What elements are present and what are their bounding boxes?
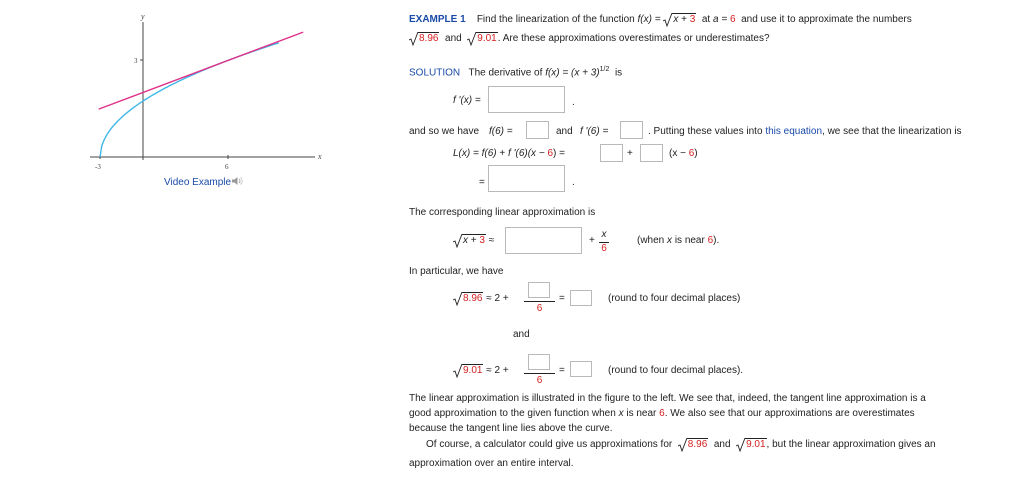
row2-round-note: (round to four decimal places).: [608, 365, 744, 376]
L-plus-2: +: [627, 148, 633, 159]
row1-result-box[interactable]: [570, 290, 592, 306]
solution-line: [409, 66, 622, 78]
L-f6: f(6): [481, 148, 497, 159]
conclusion-line-4: [426, 439, 936, 450]
derivative-period: .: [572, 97, 575, 108]
use-text: and use it to approximate the numbers: [741, 14, 912, 25]
x-minus: (x −: [669, 148, 686, 159]
solution-text: The derivative of: [468, 67, 543, 79]
x-axis-label: x: [318, 152, 322, 161]
x-close: ): [694, 148, 698, 159]
sqrt-x-plus-3-approx: x + 3: [453, 235, 486, 246]
row1-denominator: 6: [536, 303, 543, 314]
linearization-period: .: [572, 177, 575, 188]
when-close: ).: [713, 235, 720, 246]
solution-label: SOLUTION: [409, 67, 461, 79]
conclusion-sqrt-9-01: [736, 439, 766, 450]
at-word: at: [701, 14, 711, 25]
conclusion-p2-end: , but the linear approximation gives an: [766, 439, 936, 450]
L-plus: +: [496, 148, 509, 159]
conclusion-line-1: The linear approximation is illustrated in the figure to the left. We see that, indeed, the tangent line approximation is a: [409, 393, 926, 404]
number-9-01: 9.01: [477, 33, 497, 44]
approx-lhs: [453, 235, 494, 246]
conclusion-line-2: [409, 408, 915, 419]
tangent-line: [99, 32, 304, 109]
f6-answer-box[interactable]: [526, 121, 549, 139]
conclusion-is-near: is near: [626, 408, 657, 419]
sqrt-9-01-row: [453, 365, 483, 376]
conclusion-sqrt-8-96: [678, 439, 708, 450]
row1-approx-two: ≈ 2 +: [486, 293, 509, 304]
a-value: 6: [729, 14, 736, 25]
and-word-2: and: [556, 126, 573, 137]
solution-exponent: 1/2: [599, 66, 610, 73]
L-lhs: L(x) =: [453, 148, 479, 159]
row1-round-note: (round to four decimal places): [608, 293, 741, 304]
x-tick-label-right: 6: [225, 163, 229, 171]
row1-numerator-box[interactable]: [528, 282, 550, 298]
approx-plus: +: [589, 235, 595, 246]
number-8-96: 8.96: [419, 33, 439, 44]
conclusion-and: and: [713, 439, 731, 450]
row2-result-box[interactable]: [570, 361, 592, 377]
linearization-formula: [453, 148, 565, 159]
f6-label: f(6) =: [489, 126, 513, 137]
is-word: is: [614, 67, 623, 79]
approx-row-2: [453, 365, 509, 376]
conclusion-n1: 8.96: [687, 439, 708, 450]
solution-function: f(x) = (x + 3): [545, 67, 600, 79]
L-fp6: f '(6)(x −: [508, 148, 545, 159]
L-slope-box[interactable]: [640, 144, 663, 162]
linearization-text: , we see that the linearization is: [822, 126, 962, 137]
row1-frac-bar: [524, 301, 555, 302]
approx-row-1: [453, 293, 509, 304]
and-so-text: and so we have: [409, 126, 480, 137]
conclusion-p2a: Of course, a calculator could give us approximations for: [426, 439, 673, 450]
derivative-lhs: f '(x) =: [453, 95, 481, 106]
approx-intro: The corresponding linear approximation is: [409, 207, 596, 218]
example-statement: [409, 14, 912, 25]
conclusion-p1b: good approximation to the given function when: [409, 408, 616, 419]
derivative-answer-box[interactable]: [488, 86, 565, 113]
sqrt-8-96-row: [453, 293, 483, 304]
row1-number: 8.96: [463, 293, 483, 304]
equals-sign: =: [479, 177, 485, 188]
conclusion-line-3: because the tangent line lies above the curve.: [409, 423, 613, 434]
L-six: 6: [547, 148, 554, 159]
frac-denominator: 6: [601, 243, 607, 254]
x-six: 6: [688, 148, 695, 159]
fp6-answer-box[interactable]: [620, 121, 643, 139]
row2-frac-bar: [524, 373, 555, 374]
particular-intro: In particular, we have: [409, 266, 504, 277]
conclusion-x: x: [618, 408, 624, 419]
y-axis-label: y: [141, 12, 145, 21]
when-text: (when: [637, 235, 665, 246]
sqrt-9-01: [467, 33, 497, 44]
fp6-label: f '(6) =: [580, 126, 609, 137]
sqrt-8-96: [409, 33, 439, 44]
L-constant-box[interactable]: [600, 144, 623, 162]
when-x: x: [667, 235, 673, 246]
example-intro: Find the linearization of the function: [476, 14, 635, 25]
speaker-icon: [231, 177, 243, 188]
function-lhs: f(x) =: [637, 14, 661, 25]
x-tick-label-left: -3: [95, 163, 101, 171]
a-eq: a =: [712, 14, 728, 25]
putting-text: . Putting these values into: [648, 126, 763, 137]
row2-number: 9.01: [463, 365, 483, 376]
is-near-text: is near: [674, 235, 705, 246]
row2-equals: =: [559, 365, 565, 376]
L-x-term: [669, 148, 698, 159]
question-text: . Are these approximations overestimates or underestimates?: [497, 33, 770, 44]
row2-numerator-box[interactable]: [528, 354, 550, 370]
approx-condition: [637, 235, 719, 246]
sqrt-curve: [100, 43, 279, 157]
and-word: and: [445, 33, 462, 44]
video-example-link[interactable]: [164, 176, 243, 188]
example-heading: EXAMPLE 1: [409, 14, 466, 25]
near-value: 6: [707, 235, 714, 246]
putting-line: [648, 126, 962, 137]
conclusion-near-value: 6: [659, 408, 665, 419]
L-close: ) =: [553, 148, 565, 159]
video-example-label: Video Example: [164, 177, 232, 188]
conclusion-n2: 9.01: [746, 439, 766, 450]
sqrt-x-plus-3: x + 3: [663, 14, 696, 25]
row1-equals: =: [559, 293, 565, 304]
row2-approx-two: ≈ 2 +: [486, 365, 509, 376]
frac-numerator: x: [601, 229, 607, 240]
conclusion-line-5: approximation over an entire interval.: [409, 458, 574, 469]
this-equation-link[interactable]: this equation: [765, 126, 823, 137]
linearization-answer-box[interactable]: [488, 165, 565, 192]
conclusion-p1b-end: . We also see that our approximations are overestimates: [664, 408, 915, 419]
row2-denominator: 6: [536, 375, 543, 386]
y-tick-label: 3: [134, 57, 138, 65]
approx-answer-box[interactable]: [505, 227, 582, 254]
and-between-rows: and: [513, 329, 530, 340]
linearization-graph: [0, 0, 330, 190]
approx-symbol: ≈: [488, 235, 495, 246]
example-numbers: [409, 33, 770, 44]
